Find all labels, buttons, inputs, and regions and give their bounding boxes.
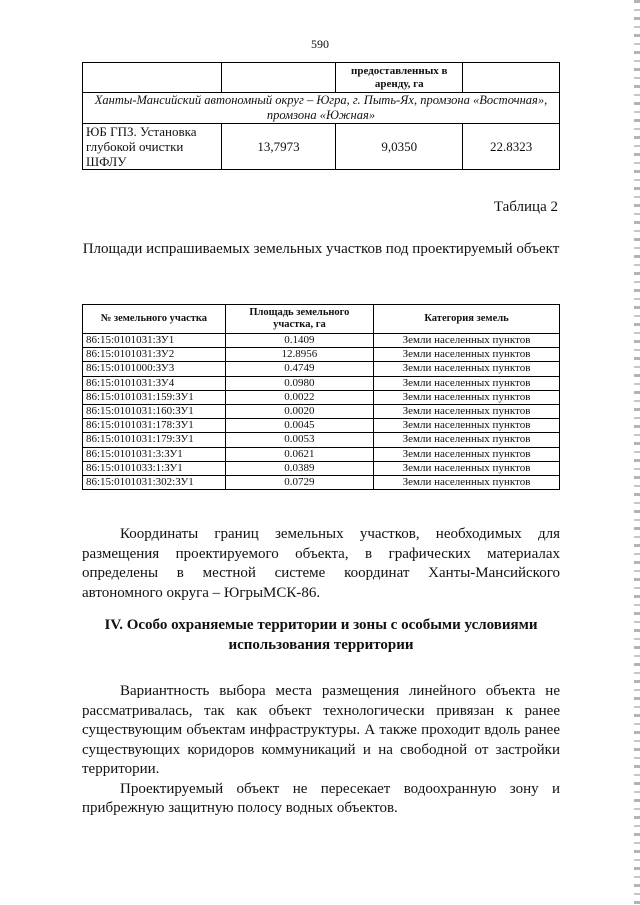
column-header: № земельного участка — [83, 305, 226, 334]
table-cell: 86:15:0101031:178:ЗУ1 — [83, 419, 226, 433]
scan-edge-artifact — [634, 0, 640, 905]
table-title: Площади испрашиваемых земельных участков под проектируемый объект — [82, 241, 560, 257]
table-row — [83, 461, 560, 475]
section-heading: IV. Особо охраняемые территории и зоны с особыми условиями использования территории — [104, 617, 538, 653]
table-cell: Земли населенных пунктов — [374, 362, 560, 376]
table-cell: Земли населенных пунктов — [374, 433, 560, 447]
table-row — [83, 93, 560, 124]
table-cell: 0.0045 — [225, 419, 373, 433]
table-cell: Земли населенных пунктов — [374, 334, 560, 348]
table-cell: 0.0621 — [225, 447, 373, 461]
table-cell: 0.1409 — [225, 334, 373, 348]
table-row — [83, 334, 560, 348]
table-cell: Земли населенных пунктов — [374, 447, 560, 461]
table-cell: Земли населенных пунктов — [374, 390, 560, 404]
table-cell: Земли населенных пунктов — [374, 376, 560, 390]
column-header: Категория земель — [374, 305, 560, 334]
table-cell: 22.8323 — [463, 124, 560, 170]
table-cell: Земли населенных пунктов — [374, 475, 560, 489]
land-plots-table — [82, 304, 560, 490]
table-caption: Таблица 2 — [493, 199, 558, 215]
table-cell: 86:15:0101000:ЗУ3 — [83, 362, 226, 376]
paragraph: Проектируемый объект не пересекает водоохранную зону и прибрежную защитную полосу водных объектов. — [82, 780, 560, 816]
coordinates-paragraph: Координаты границ земельных участков, необходимых для размещения проектируемого объекта, в графических материалах определены в местной системе координат Ханты-Мансийского автономного округа – ЮгрыМСК-86. — [82, 526, 560, 601]
table-cell: 12.8956 — [225, 348, 373, 362]
table-row — [83, 390, 560, 404]
table-cell: 86:15:0101031:3:ЗУ1 — [83, 447, 226, 461]
table-cell: 9,0350 — [336, 124, 463, 170]
paragraph: Вариантность выбора места размещения линейного объекта не рассматривалась, так как объект технологически привязан к ранее существующим объектам инфраструктуры. А также проходит вдоль ранее существующих коридоров коммуникаций и на свободной от застройки территории. — [82, 683, 560, 777]
table-cell: 0.0020 — [225, 404, 373, 418]
table-row — [83, 124, 560, 170]
table-row — [83, 419, 560, 433]
table-row — [83, 348, 560, 362]
table-1-header-cell: предоставленных в аренду, га — [336, 63, 463, 93]
table-cell: 86:15:0101031:302:ЗУ1 — [83, 475, 226, 489]
table-cell: 0.4749 — [225, 362, 373, 376]
table-1-continuation — [82, 62, 560, 170]
table-cell: 86:15:0101031:ЗУ2 — [83, 348, 226, 362]
table-row — [83, 376, 560, 390]
table-row — [83, 475, 560, 489]
table-cell: Земли населенных пунктов — [374, 404, 560, 418]
table-1-region-row: Ханты-Мансийский автономный округ – Югра, г. Пыть-Ях, промзона «Восточная», промзона «Южная» — [83, 93, 560, 124]
table-cell: Земли населенных пунктов — [374, 419, 560, 433]
table-cell: 86:15:0101031:159:ЗУ1 — [83, 390, 226, 404]
table-cell: 13,7973 — [221, 124, 336, 170]
table-row — [83, 362, 560, 376]
table-cell: 0.0980 — [225, 376, 373, 390]
table-cell: ЮБ ГПЗ. Установка глубокой очистки ШФЛУ — [83, 124, 222, 170]
table-header-row — [83, 305, 560, 334]
table-cell: Земли населенных пунктов — [374, 348, 560, 362]
table-cell: 0.0022 — [225, 390, 373, 404]
body-text — [82, 682, 560, 819]
table-row — [83, 404, 560, 418]
table-row — [83, 447, 560, 461]
table-cell: 0.0729 — [225, 475, 373, 489]
table-cell: 0.0389 — [225, 461, 373, 475]
table-row — [83, 63, 560, 93]
table-cell: Земли населенных пунктов — [374, 461, 560, 475]
table-row — [83, 433, 560, 447]
page-number: 590 — [311, 37, 329, 51]
table-cell: 86:15:0101031:160:ЗУ1 — [83, 404, 226, 418]
table-cell: 86:15:0101031:ЗУ4 — [83, 376, 226, 390]
table-cell: 86:15:0101033:1:ЗУ1 — [83, 461, 226, 475]
table-cell: 86:15:0101031:179:ЗУ1 — [83, 433, 226, 447]
table-cell: 86:15:0101031:ЗУ1 — [83, 334, 226, 348]
table-cell: 0.0053 — [225, 433, 373, 447]
column-header: Площадь земельного участка, га — [225, 305, 373, 334]
